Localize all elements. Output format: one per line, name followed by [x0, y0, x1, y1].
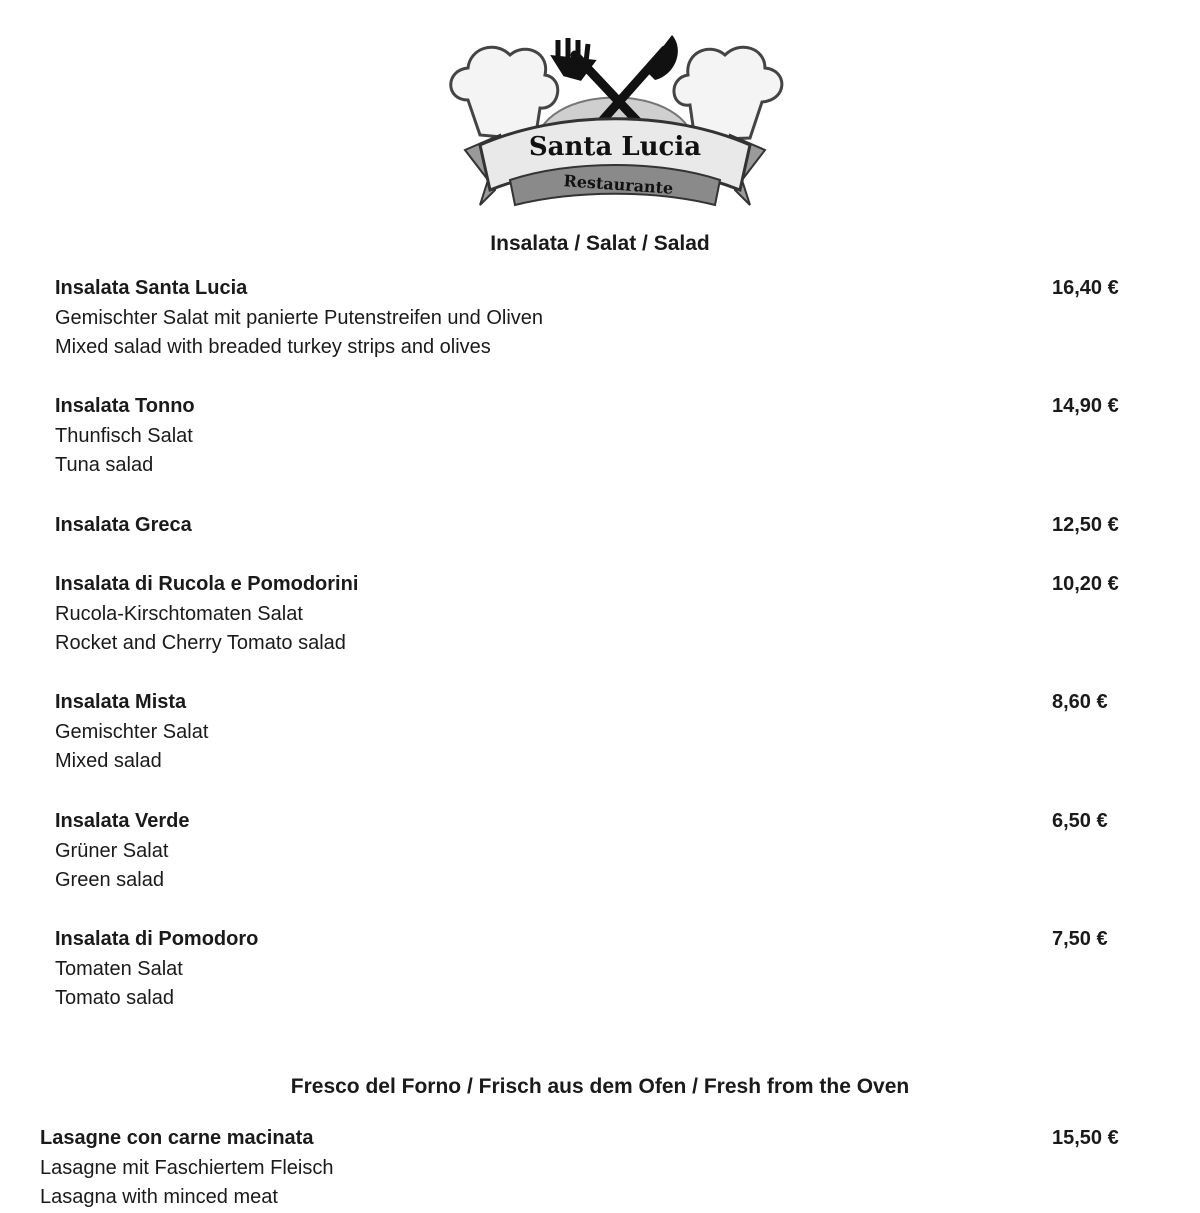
item-desc-en: Lasagna with minced meat: [40, 1186, 278, 1208]
menu-item: [55, 511, 1145, 541]
item-price: 6,50 €: [1052, 810, 1108, 832]
item-price: 7,50 €: [1052, 928, 1108, 950]
restaurant-logo: [440, 30, 790, 220]
item-price: 14,90 €: [1052, 395, 1119, 417]
item-desc-de: Grüner Salat: [55, 839, 169, 862]
menu-item: [55, 274, 1145, 363]
item-name: Insalata di Rucola e Pomodorini: [55, 573, 359, 595]
item-price: 10,20 €: [1052, 573, 1119, 595]
item-desc-de: Thunfisch Salat: [55, 424, 193, 447]
menu-item: [40, 1124, 1145, 1213]
menu-item: [55, 925, 1145, 1014]
item-name: Lasagne con carne macinata: [40, 1127, 314, 1149]
section-title-salad: Insalata / Salat / Salad: [490, 232, 710, 255]
item-name: Insalata Tonno: [55, 395, 195, 417]
section-title-oven: Fresco del Forno / Frisch aus dem Ofen / Fresh from the Oven: [290, 1075, 910, 1098]
item-desc-de: Gemischter Salat mit panierte Putenstreifen und Oliven: [55, 306, 544, 329]
item-desc-de: Tomaten Salat: [55, 957, 183, 980]
item-price: 8,60 €: [1052, 691, 1108, 713]
item-desc-en: Tuna salad: [55, 454, 154, 476]
item-desc-en: Mixed salad with breaded turkey strips and olives: [55, 336, 491, 358]
item-price: 12,50 €: [1052, 514, 1119, 536]
menu-item: [55, 392, 1145, 481]
item-desc-en: Mixed salad: [55, 750, 162, 772]
menu-item: [55, 688, 1145, 777]
item-desc-en: Tomato salad: [55, 987, 174, 1009]
item-desc-en: Rocket and Cherry Tomato salad: [55, 632, 346, 654]
item-desc-en: Green salad: [55, 869, 164, 891]
item-desc-de: Gemischter Salat: [55, 720, 209, 743]
item-name: Insalata Greca: [55, 514, 192, 536]
item-price: 16,40 €: [1052, 277, 1119, 299]
item-name: Insalata Mista: [55, 691, 187, 713]
item-name: Insalata Verde: [55, 810, 190, 832]
logo-subtitle: Restaurante: [562, 171, 674, 198]
item-price: 15,50 €: [1052, 1127, 1119, 1149]
item-name: Insalata di Pomodoro: [55, 928, 259, 950]
item-desc-de: Rucola-Kirschtomaten Salat: [55, 602, 303, 625]
logo-title: Santa Lucia: [528, 132, 702, 162]
item-desc-de: Lasagne mit Faschiertem Fleisch: [40, 1156, 334, 1179]
menu-item: [55, 570, 1145, 659]
item-name: Insalata Santa Lucia: [55, 277, 248, 299]
menu-item: [55, 807, 1145, 896]
